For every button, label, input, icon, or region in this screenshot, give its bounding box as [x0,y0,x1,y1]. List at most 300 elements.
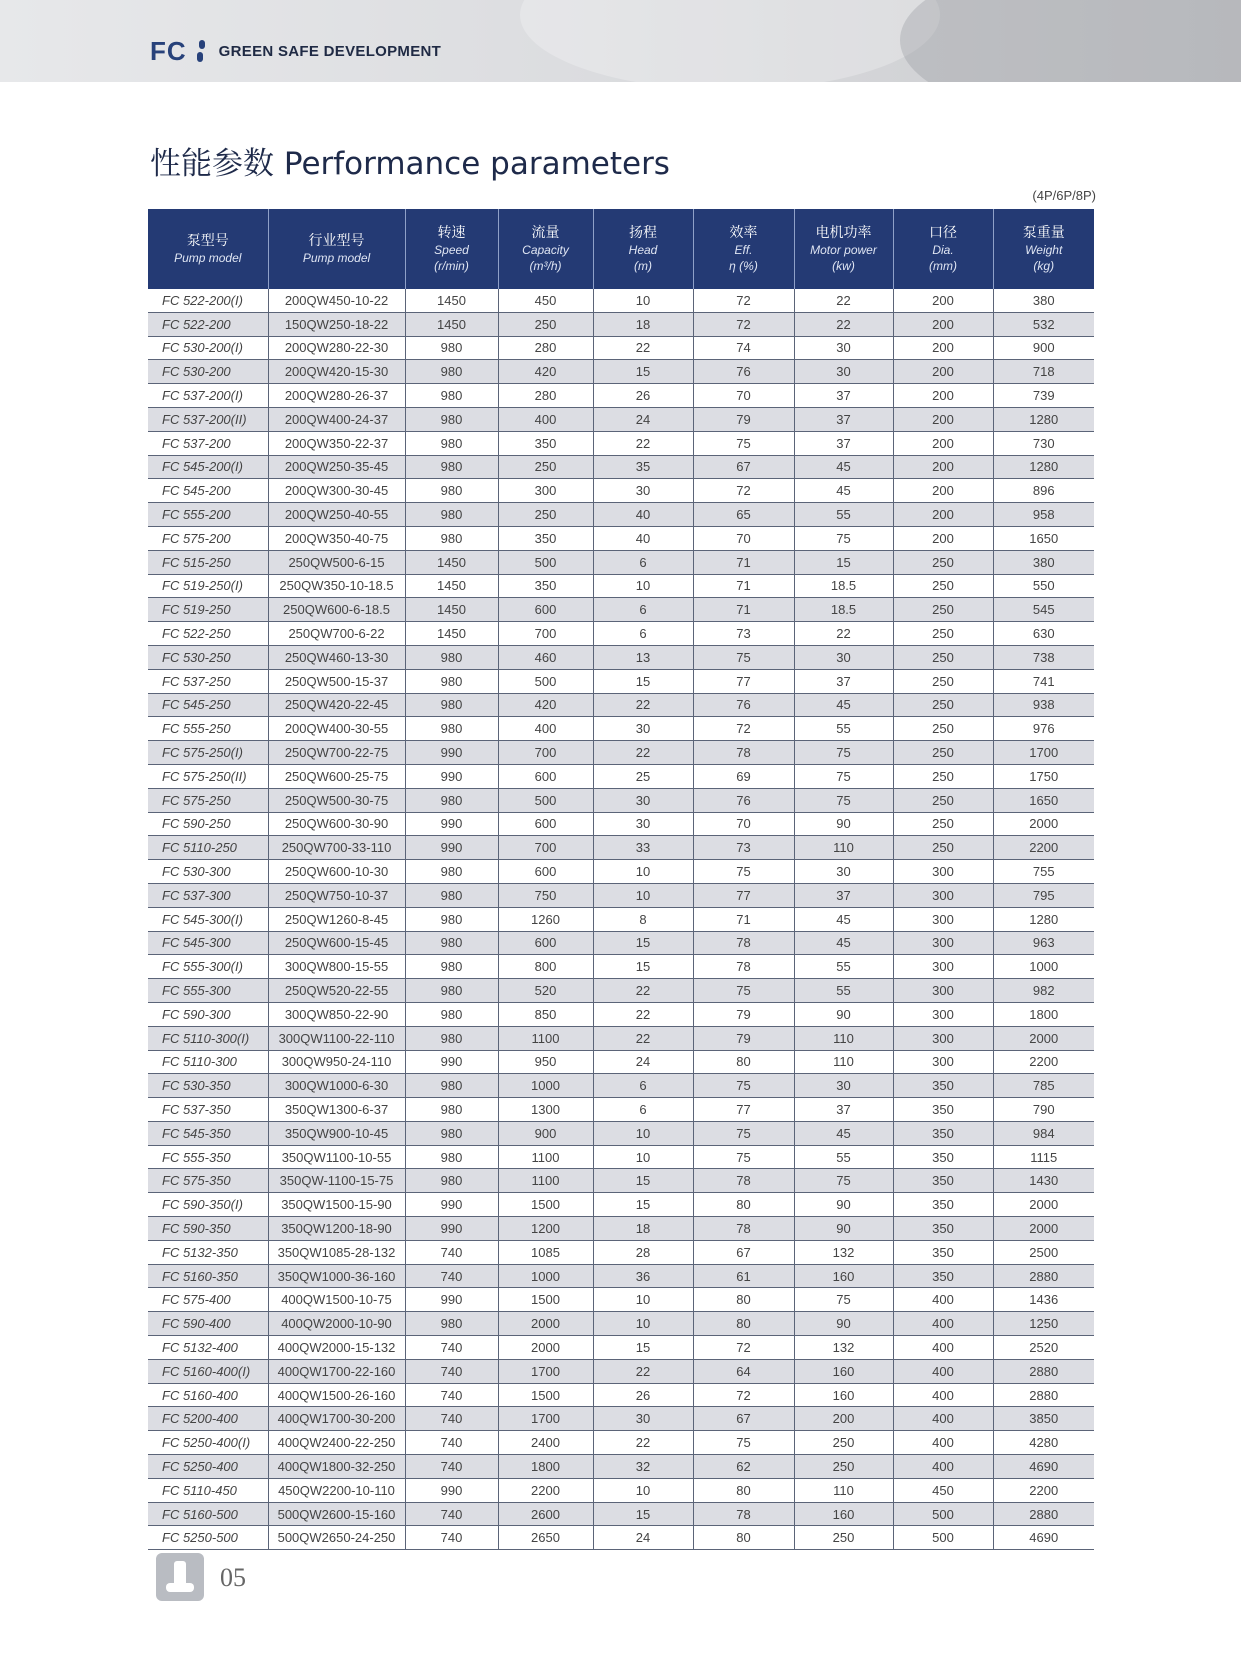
table-cell: 22 [593,1026,693,1050]
table-cell: 350QW1200-18-90 [268,1217,405,1241]
table-cell: 450 [893,1478,993,1502]
table-cell: 400 [893,1407,993,1431]
table-cell: 80 [693,1193,794,1217]
table-cell: 70 [693,384,794,408]
table-cell: 71 [693,550,794,574]
table-cell: 250 [893,550,993,574]
table-cell: 75 [693,1074,794,1098]
table-cell: 250 [893,598,993,622]
table-cell: 200 [893,526,993,550]
table-row [148,1359,1094,1383]
table-cell: 78 [693,1502,794,1526]
table-cell: 1450 [405,550,498,574]
table-cell: 71 [693,598,794,622]
table-cell: 1700 [993,741,1094,765]
table-cell: 90 [794,812,893,836]
table-cell: 22 [593,693,693,717]
table-row [148,550,1094,574]
table-cell: 700 [498,836,593,860]
pump-model-cell: FC 522-200 [148,312,268,336]
table-cell: 18.5 [794,574,893,598]
table-cell: 30 [593,788,693,812]
table-cell: 2200 [993,1478,1094,1502]
table-cell: 200 [893,503,993,527]
pump-model-cell: FC 537-300 [148,883,268,907]
table-cell: 250 [893,788,993,812]
table-cell: 71 [693,574,794,598]
table-cell: 200QW450-10-22 [268,289,405,312]
table-cell: 250QW460-13-30 [268,645,405,669]
table-cell: 250QW600-10-30 [268,860,405,884]
table-cell: 67 [693,1407,794,1431]
table-cell: 2880 [993,1264,1094,1288]
column-header-unit: η (%) [729,258,758,273]
table-cell: 78 [693,1217,794,1241]
table-cell: 938 [993,693,1094,717]
table-cell: 420 [498,693,593,717]
table-cell: 37 [794,669,893,693]
table-cell: 10 [593,574,693,598]
table-cell: 980 [405,503,498,527]
table-cell: 700 [498,622,593,646]
table-cell: 200QW300-30-45 [268,479,405,503]
column-header-en: Pump model [174,250,242,265]
table-cell: 200 [893,431,993,455]
pump-model-cell: FC 537-200(II) [148,407,268,431]
pump-model-cell: FC 5110-250 [148,836,268,860]
table-cell: 380 [993,550,1094,574]
table-cell: 500 [893,1502,993,1526]
table-cell: 963 [993,931,1094,955]
table-cell: 3850 [993,1407,1094,1431]
table-row [148,1240,1094,1264]
table-cell: 6 [593,622,693,646]
table-cell: 74 [693,336,794,360]
column-header-en: Speed [434,242,469,257]
table-cell: 980 [405,1145,498,1169]
table-cell: 18.5 [794,598,893,622]
table-cell: 67 [693,1240,794,1264]
table-cell: 1115 [993,1145,1094,1169]
table-cell: 24 [593,407,693,431]
table-cell: 750 [498,883,593,907]
table-cell: 37 [794,407,893,431]
table-cell: 200 [893,384,993,408]
table-cell: 980 [405,907,498,931]
pump-model-cell: FC 590-250 [148,812,268,836]
table-cell: 73 [693,622,794,646]
table-cell: 2520 [993,1336,1094,1360]
column-header-cn: 流量 [531,224,560,241]
table-cell: 740 [405,1240,498,1264]
column-header-en: Weight [1025,242,1063,257]
table-cell: 460 [498,645,593,669]
table-cell: 500QW2650-24-250 [268,1526,405,1550]
table-row [148,1074,1094,1098]
table-cell: 22 [794,312,893,336]
pump-model-cell: FC 522-250 [148,622,268,646]
table-cell: 2400 [498,1431,593,1455]
table-cell: 350QW-1100-15-75 [268,1169,405,1193]
table-row [148,1312,1094,1336]
table-cell: 400 [893,1455,993,1479]
table-cell: 77 [693,883,794,907]
table-cell: 250 [893,693,993,717]
pump-model-cell: FC 5160-400 [148,1383,268,1407]
table-cell: 250QW500-15-37 [268,669,405,693]
table-cell: 1280 [993,407,1094,431]
table-cell: 90 [794,1193,893,1217]
column-header-cn: 电机功率 [815,224,872,241]
table-cell: 896 [993,479,1094,503]
table-cell: 24 [593,1050,693,1074]
column-header-cn: 转速 [437,224,466,241]
table-cell: 30 [794,1074,893,1098]
table-cell: 160 [794,1502,893,1526]
table-cell: 64 [693,1359,794,1383]
table-cell: 350 [893,1217,993,1241]
table-cell: 300 [893,860,993,884]
table-cell: 1100 [498,1169,593,1193]
table-cell: 2000 [498,1312,593,1336]
table-cell: 400QW1500-26-160 [268,1383,405,1407]
table-row [148,1455,1094,1479]
pump-model-cell: FC 575-350 [148,1169,268,1193]
table-cell: 1800 [993,1002,1094,1026]
table-cell: 250 [893,764,993,788]
pump-model-cell: FC 537-200(I) [148,384,268,408]
table-cell: 40 [593,526,693,550]
table-cell: 350 [893,1240,993,1264]
table-cell: 420 [498,360,593,384]
table-cell: 980 [405,1098,498,1122]
table-cell: 785 [993,1074,1094,1098]
table-cell: 10 [593,883,693,907]
table-cell: 300QW950-24-110 [268,1050,405,1074]
table-cell: 40 [593,503,693,527]
table-cell: 37 [794,431,893,455]
table-cell: 400 [498,717,593,741]
table-cell: 8 [593,907,693,931]
table-cell: 150QW250-18-22 [268,312,405,336]
pump-model-cell: FC 5160-500 [148,1502,268,1526]
table-row [148,883,1094,907]
brand-mark-icon [197,40,207,62]
table-cell: 200QW280-22-30 [268,336,405,360]
table-cell: 250 [893,812,993,836]
table-cell: 350 [893,1074,993,1098]
pump-model-cell: FC 555-300(I) [148,955,268,979]
table-cell: 200 [893,336,993,360]
table-cell: 200QW250-40-55 [268,503,405,527]
table-cell: 15 [593,1169,693,1193]
table-row [148,360,1094,384]
pump-model-cell: FC 575-250(II) [148,764,268,788]
table-cell: 75 [794,1169,893,1193]
table-cell: 500 [498,550,593,574]
table-cell: 532 [993,312,1094,336]
column-header-unit: (kw) [832,258,855,273]
table-cell: 630 [993,622,1094,646]
pump-model-cell: FC 5200-400 [148,1407,268,1431]
table-cell: 90 [794,1217,893,1241]
table-cell: 300QW1000-6-30 [268,1074,405,1098]
pump-model-cell: FC 555-250 [148,717,268,741]
table-cell: 78 [693,1169,794,1193]
table-cell: 400QW1700-22-160 [268,1359,405,1383]
table-cell: 22 [593,336,693,360]
table-cell: 990 [405,1288,498,1312]
table-cell: 980 [405,645,498,669]
table-cell: 600 [498,764,593,788]
table-cell: 70 [693,812,794,836]
table-cell: 25 [593,764,693,788]
table-cell: 6 [593,550,693,574]
table-row [148,574,1094,598]
table-cell: 990 [405,764,498,788]
column-header-unit: (m³/h) [529,258,562,273]
table-cell: 350 [893,1098,993,1122]
table-cell: 4690 [993,1526,1094,1550]
table-cell: 718 [993,360,1094,384]
table-cell: 350QW900-10-45 [268,1121,405,1145]
table-row [148,1002,1094,1026]
table-cell: 600 [498,812,593,836]
table-cell: 200QW400-24-37 [268,407,405,431]
table-cell: 76 [693,360,794,384]
column-header-unit: (mm) [929,258,957,273]
page-number: 05 [220,1563,246,1592]
table-cell: 72 [693,1336,794,1360]
table-cell: 55 [794,1145,893,1169]
table-cell: 450 [498,289,593,312]
table-cell: 250QW1260-8-45 [268,907,405,931]
table-cell: 36 [593,1264,693,1288]
table-row [148,1431,1094,1455]
column-header-cn: 扬程 [629,224,657,241]
table-cell: 200 [794,1407,893,1431]
table-cell: 200 [893,289,993,312]
table-cell: 250 [893,645,993,669]
table-row [148,1502,1094,1526]
table-cell: 10 [593,1121,693,1145]
table-cell: 300 [893,1002,993,1026]
table-cell: 300 [893,1050,993,1074]
table-row [148,455,1094,479]
table-cell: 740 [405,1264,498,1288]
table-cell: 2650 [498,1526,593,1550]
table-cell: 72 [693,479,794,503]
column-header [893,209,993,289]
table-cell: 250 [794,1431,893,1455]
table-cell: 22 [593,741,693,765]
table-cell: 30 [794,336,893,360]
table-row [148,836,1094,860]
table-cell: 250QW600-25-75 [268,764,405,788]
table-cell: 10 [593,289,693,312]
table-cell: 250 [498,312,593,336]
table-cell: 2000 [993,1193,1094,1217]
table-cell: 500 [893,1526,993,1550]
table-cell: 990 [405,812,498,836]
performance-table [148,209,1094,1550]
table-cell: 80 [693,1050,794,1074]
table-cell: 980 [405,788,498,812]
table-cell: 75 [693,1145,794,1169]
column-header-en: Head [628,242,658,257]
table-row [148,431,1094,455]
table-cell: 250QW600-6-18.5 [268,598,405,622]
table-row [148,526,1094,550]
table-cell: 300 [498,479,593,503]
table-cell: 1085 [498,1240,593,1264]
table-cell: 45 [794,455,893,479]
table-cell: 75 [794,764,893,788]
table-row [148,1383,1094,1407]
table-cell: 200 [893,479,993,503]
pump-icon [156,1553,204,1601]
column-header-en: Pump model [302,250,371,265]
brand [150,36,441,66]
table-cell: 300 [893,1026,993,1050]
table-cell: 45 [794,907,893,931]
table-row [148,407,1094,431]
table-cell: 350 [893,1264,993,1288]
table-cell: 70 [693,526,794,550]
table-row [148,812,1094,836]
table-cell: 2000 [993,1026,1094,1050]
pump-model-cell: FC 575-400 [148,1288,268,1312]
table-cell: 65 [693,503,794,527]
table-cell: 78 [693,741,794,765]
pump-model-cell: FC 590-300 [148,1002,268,1026]
table-cell: 980 [405,1169,498,1193]
table-cell: 980 [405,1121,498,1145]
table-cell: 740 [405,1502,498,1526]
table-cell: 740 [405,1526,498,1550]
table-cell: 1000 [498,1074,593,1098]
table-cell: 400QW2400-22-250 [268,1431,405,1455]
pole-note: (4P/6P/8P) [1032,188,1096,203]
table-cell: 800 [498,955,593,979]
table-cell: 250 [794,1526,893,1550]
table-cell: 4690 [993,1455,1094,1479]
table-cell: 300 [893,931,993,955]
column-header [593,209,693,289]
table-cell: 1436 [993,1288,1094,1312]
table-cell: 980 [405,1074,498,1098]
table-row [148,503,1094,527]
pump-model-cell: FC 537-350 [148,1098,268,1122]
table-cell: 980 [405,360,498,384]
table-row [148,1407,1094,1431]
page-title: 性能参数 Performance parameters [150,146,670,182]
table-cell: 72 [693,717,794,741]
table-cell: 700 [498,741,593,765]
table-cell: 75 [693,1431,794,1455]
table-cell: 1700 [498,1407,593,1431]
table-cell: 75 [693,645,794,669]
table-cell: 79 [693,407,794,431]
table-cell: 10 [593,1312,693,1336]
table-row [148,931,1094,955]
table-cell: 250QW500-6-15 [268,550,405,574]
table-cell: 990 [405,1478,498,1502]
table-cell: 400 [893,1288,993,1312]
table-row [148,598,1094,622]
table-cell: 2200 [993,836,1094,860]
header-band [0,0,1241,82]
table-cell: 18 [593,312,693,336]
table-cell: 350QW1100-10-55 [268,1145,405,1169]
pump-model-cell: FC 530-250 [148,645,268,669]
table-cell: 1280 [993,455,1094,479]
column-header-cn: 口径 [929,224,957,241]
column-header [268,209,405,289]
table-cell: 740 [405,1336,498,1360]
table-cell: 76 [693,788,794,812]
table-cell: 2200 [993,1050,1094,1074]
pump-model-cell: FC 5160-400(I) [148,1359,268,1383]
table-cell: 1450 [405,289,498,312]
table-cell: 300QW850-22-90 [268,1002,405,1026]
table-cell: 400QW2000-15-132 [268,1336,405,1360]
table-cell: 1200 [498,1217,593,1241]
table-cell: 55 [794,717,893,741]
pump-model-cell: FC 530-350 [148,1074,268,1098]
table-cell: 79 [693,1002,794,1026]
column-header [693,209,794,289]
table-cell: 80 [693,1288,794,1312]
table-cell: 980 [405,455,498,479]
table-cell: 4280 [993,1431,1094,1455]
table-cell: 400QW2000-10-90 [268,1312,405,1336]
table-cell: 77 [693,669,794,693]
column-header-cn: 行业型号 [308,232,365,249]
table-cell: 32 [593,1455,693,1479]
table-row [148,312,1094,336]
table-cell: 75 [693,979,794,1003]
table-cell: 33 [593,836,693,860]
table-cell: 200 [893,455,993,479]
table-cell: 980 [405,1026,498,1050]
table-cell: 550 [993,574,1094,598]
pump-model-cell: FC 575-200 [148,526,268,550]
table-row [148,1145,1094,1169]
table-cell: 790 [993,1098,1094,1122]
pump-model-cell: FC 522-200(I) [148,289,268,312]
table-cell: 350 [893,1169,993,1193]
table-cell: 250 [893,717,993,741]
table-cell: 1700 [498,1359,593,1383]
header-decoration [520,0,940,82]
table-cell: 380 [993,289,1094,312]
table-cell: 250 [893,622,993,646]
pump-model-cell: FC 5110-450 [148,1478,268,1502]
table-cell: 980 [405,431,498,455]
pump-model-cell: FC 545-200(I) [148,455,268,479]
table-cell: 69 [693,764,794,788]
table-row [148,1526,1094,1550]
table-row [148,693,1094,717]
table-cell: 1260 [498,907,593,931]
table-cell: 300 [893,883,993,907]
table-row [148,979,1094,1003]
table-cell: 900 [498,1121,593,1145]
table-cell: 1800 [498,1455,593,1479]
table-cell: 2880 [993,1502,1094,1526]
table-cell: 79 [693,1026,794,1050]
